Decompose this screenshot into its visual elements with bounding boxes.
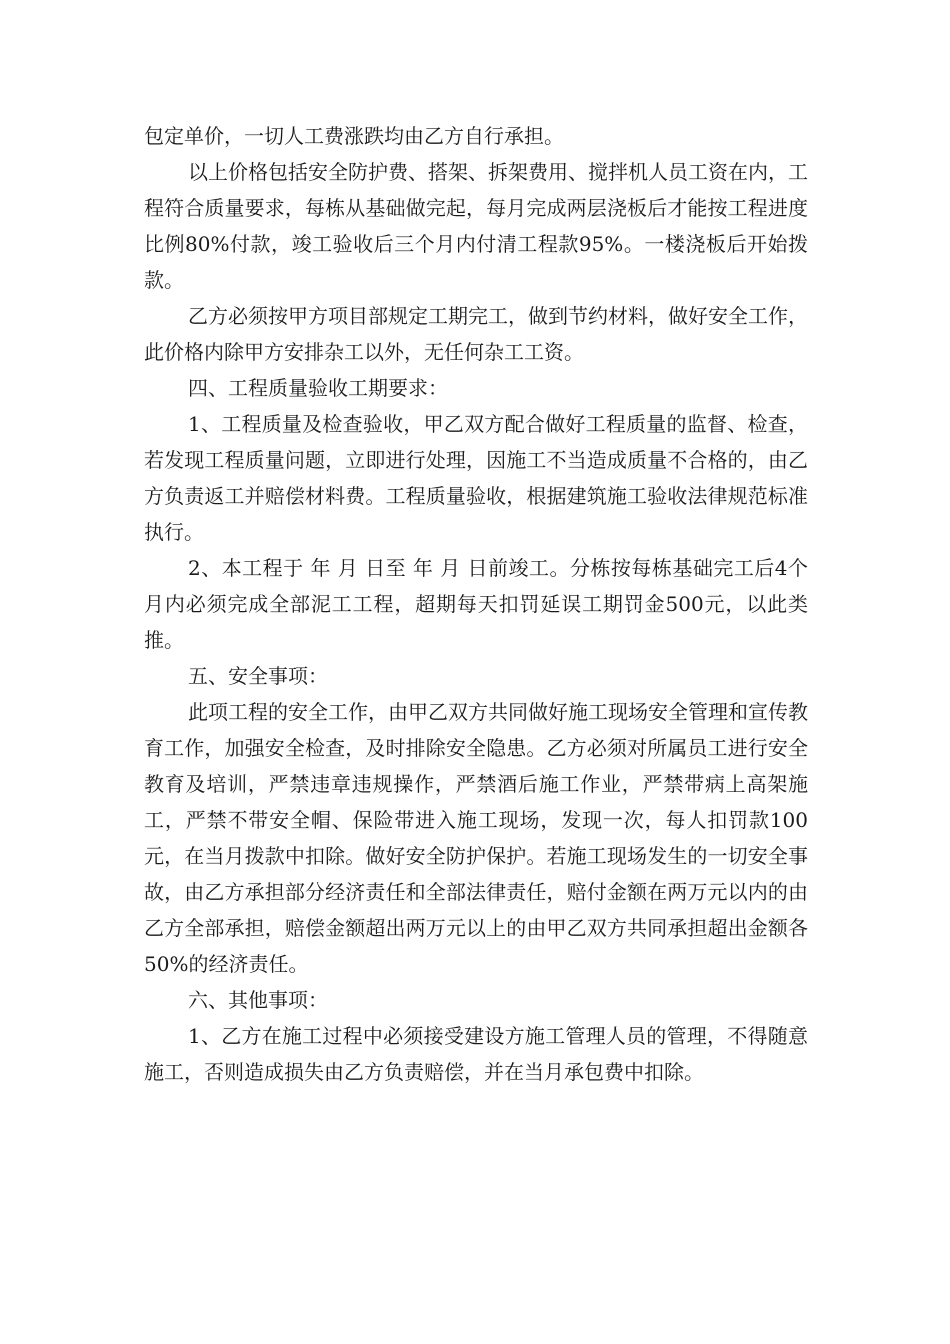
- paragraph-completion-date: 2、本工程于 年 月 日至 年 月 日前竣工。分栋按每栋基础完工后4个月内必须完成全部泥工工程，超期每天扣罚延误工期罚金500元，以此类推。: [144, 556, 808, 652]
- document-body: [144, 118, 808, 1090]
- paragraph-price-includes: 以上价格包括安全防护费、搭架、拆架费用、搅拌机人员工资在内，工程符合质量要求，每栋从基础做完起，每月完成两层浇板后才能按工程进度比例80%付款，竣工验收后三个月内付清工程款95%。一楼浇板后开始拨款。: [144, 160, 808, 292]
- paragraph-quality-inspection: 1、工程质量及检查验收，甲乙双方配合做好工程质量的监督、检查，若发现工程质量问题，立即进行处理，因施工不当造成质量不合格的，由乙方负责返工并赔偿材料费。工程质量验收，根据建筑施工验收法律规范标准执行。: [144, 412, 808, 544]
- section-heading-other: 六、其他事项：: [188, 988, 328, 1012]
- paragraph-safety: 此项工程的安全工作，由甲乙双方共同做好施工现场安全管理和宣传教育工作，加强安全检查，及时排除安全隐患。乙方必须对所属员工进行安全教育及培训，严禁违章违规操作，严禁酒后施工作业，严禁带病上高架施工，严禁不带安全帽、保险带进入施工现场，发现一次，每人扣罚款100元，在当月拨款中扣除。做好安全防护保护。若施工现场发生的一切安全事故，由乙方承担部分经济责任和全部法律责任，赔付金额在两万元以内的由乙方全部承担，赔偿金额超出两万元以上的由甲乙双方共同承担超出金额各50%的经济责任。: [144, 700, 808, 976]
- paragraph-schedule: 乙方必须按甲方项目部规定工期完工，做到节约材料，做好安全工作，此价格内除甲方安排杂工以外，无任何杂工工资。: [144, 304, 808, 364]
- paragraph-unit-price: 包定单价，一切人工费涨跌均由乙方自行承担。: [144, 124, 564, 148]
- section-heading-safety: 五、安全事项：: [188, 664, 328, 688]
- paragraph-management: 1、乙方在施工过程中必须接受建设方施工管理人员的管理，不得随意施工，否则造成损失由乙方负责赔偿，并在当月承包费中扣除。: [144, 1024, 808, 1084]
- section-heading-quality: 四、工程质量验收工期要求：: [188, 376, 448, 400]
